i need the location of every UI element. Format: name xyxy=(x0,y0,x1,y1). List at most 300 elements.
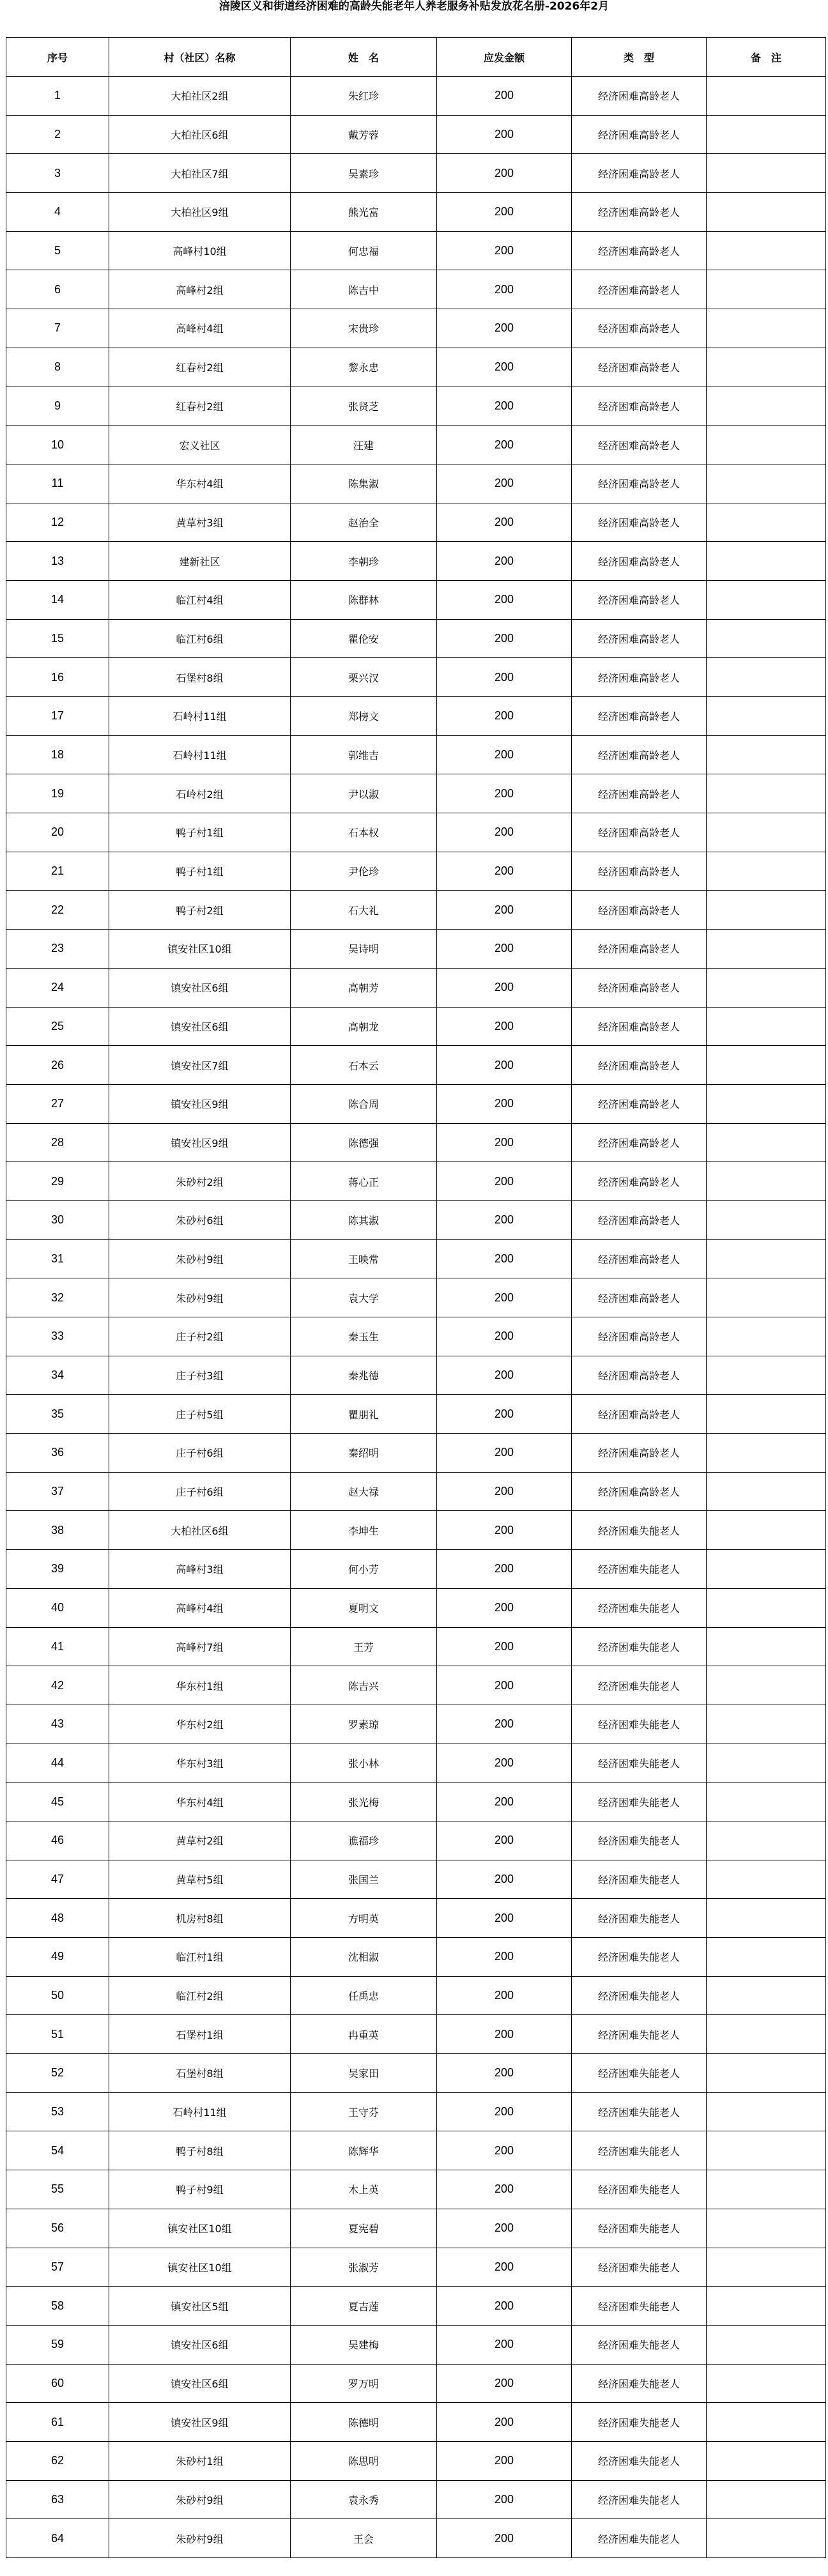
cell-note xyxy=(707,1705,826,1744)
cell-village: 石岭村11组 xyxy=(109,735,291,774)
cell-village: 朱砂村6组 xyxy=(109,1200,291,1239)
cell-index: 14 xyxy=(6,580,109,619)
cell-note xyxy=(707,2015,826,2054)
cell-index: 56 xyxy=(6,2209,109,2248)
cell-index: 35 xyxy=(6,1395,109,1434)
cell-name: 何小芳 xyxy=(291,1550,437,1589)
cell-name: 汪建 xyxy=(291,425,437,464)
cell-index: 12 xyxy=(6,503,109,542)
cell-index: 33 xyxy=(6,1317,109,1356)
table-row xyxy=(6,2209,826,2248)
header-type: 类 型 xyxy=(572,38,707,77)
cell-name: 郑榜文 xyxy=(291,697,437,736)
cell-index: 31 xyxy=(6,1239,109,1278)
cell-name: 王守芬 xyxy=(291,2092,437,2131)
table-row xyxy=(6,1395,826,1434)
cell-village: 庄子村3组 xyxy=(109,1356,291,1395)
table-row xyxy=(6,309,826,348)
cell-amount: 200 xyxy=(437,1550,572,1589)
cell-type: 经济困难高龄老人 xyxy=(572,387,707,425)
cell-name: 蒋心正 xyxy=(291,1162,437,1201)
cell-type: 经济困难失能老人 xyxy=(572,1511,707,1550)
cell-amount: 200 xyxy=(437,1472,572,1511)
cell-name: 李坤生 xyxy=(291,1511,437,1550)
cell-amount: 200 xyxy=(437,1511,572,1550)
cell-amount: 200 xyxy=(437,270,572,309)
cell-index: 51 xyxy=(6,2015,109,2054)
cell-note xyxy=(707,2441,826,2480)
cell-amount: 200 xyxy=(437,1782,572,1821)
cell-index: 16 xyxy=(6,658,109,697)
cell-village: 临江村2组 xyxy=(109,1976,291,2015)
cell-village: 庄子村6组 xyxy=(109,1434,291,1473)
cell-amount: 200 xyxy=(437,619,572,658)
cell-amount: 200 xyxy=(437,774,572,813)
cell-amount: 200 xyxy=(437,1744,572,1782)
cell-index: 25 xyxy=(6,1007,109,1046)
cell-village: 镇安社区6组 xyxy=(109,2325,291,2364)
cell-village: 石堡村1组 xyxy=(109,2015,291,2054)
table-row xyxy=(6,425,826,464)
cell-type: 经济困难高龄老人 xyxy=(572,968,707,1007)
table-row xyxy=(6,1239,826,1278)
cell-village: 镇安社区9组 xyxy=(109,1123,291,1162)
cell-index: 52 xyxy=(6,2054,109,2093)
cell-name: 夏明文 xyxy=(291,1588,437,1627)
table-row xyxy=(6,2131,826,2170)
cell-type: 经济困难高龄老人 xyxy=(572,1278,707,1317)
table-row xyxy=(6,2325,826,2364)
table-row xyxy=(6,2054,826,2093)
cell-type: 经济困难失能老人 xyxy=(572,2519,707,2558)
cell-type: 经济困难高龄老人 xyxy=(572,1395,707,1434)
header-note: 备 注 xyxy=(707,38,826,77)
cell-type: 经济困难高龄老人 xyxy=(572,309,707,348)
cell-amount: 200 xyxy=(437,2519,572,2558)
cell-name: 张光梅 xyxy=(291,1782,437,1821)
cell-index: 45 xyxy=(6,1782,109,1821)
cell-amount: 200 xyxy=(437,891,572,930)
cell-index: 59 xyxy=(6,2325,109,2364)
cell-note xyxy=(707,348,826,387)
cell-index: 43 xyxy=(6,1705,109,1744)
cell-type: 经济困难失能老人 xyxy=(572,2248,707,2287)
cell-name: 陈吉中 xyxy=(291,270,437,309)
cell-index: 13 xyxy=(6,542,109,581)
cell-type: 经济困难失能老人 xyxy=(572,1976,707,2015)
cell-village: 临江村6组 xyxy=(109,619,291,658)
cell-name: 黎永忠 xyxy=(291,348,437,387)
cell-amount: 200 xyxy=(437,813,572,852)
cell-amount: 200 xyxy=(437,2480,572,2519)
table-row xyxy=(6,154,826,193)
cell-name: 郭维吉 xyxy=(291,735,437,774)
cell-amount: 200 xyxy=(437,1007,572,1046)
cell-type: 经济困难失能老人 xyxy=(572,1899,707,1938)
cell-index: 27 xyxy=(6,1084,109,1123)
cell-index: 64 xyxy=(6,2519,109,2558)
table-row xyxy=(6,1627,826,1666)
cell-village: 石岭村11组 xyxy=(109,697,291,736)
cell-note xyxy=(707,1550,826,1589)
table-row xyxy=(6,1200,826,1239)
header-amount: 应发金额 xyxy=(437,38,572,77)
cell-type: 经济困难高龄老人 xyxy=(572,852,707,891)
cell-name: 张淑芳 xyxy=(291,2248,437,2287)
cell-index: 23 xyxy=(6,930,109,969)
cell-amount: 200 xyxy=(437,658,572,697)
cell-type: 经济困难失能老人 xyxy=(572,2364,707,2403)
cell-amount: 200 xyxy=(437,2054,572,2093)
cell-name: 陈其淑 xyxy=(291,1200,437,1239)
cell-index: 44 xyxy=(6,1744,109,1782)
cell-amount: 200 xyxy=(437,542,572,581)
cell-name: 陈合周 xyxy=(291,1084,437,1123)
cell-name: 陈德强 xyxy=(291,1123,437,1162)
cell-name: 罗素琼 xyxy=(291,1705,437,1744)
cell-index: 40 xyxy=(6,1588,109,1627)
cell-type: 经济困难失能老人 xyxy=(572,2403,707,2442)
cell-note xyxy=(707,930,826,969)
cell-amount: 200 xyxy=(437,2325,572,2364)
cell-amount: 200 xyxy=(437,1976,572,2015)
cell-amount: 200 xyxy=(437,2092,572,2131)
cell-index: 10 xyxy=(6,425,109,464)
cell-type: 经济困难失能老人 xyxy=(572,2131,707,2170)
cell-amount: 200 xyxy=(437,1666,572,1705)
cell-type: 经济困难高龄老人 xyxy=(572,1356,707,1395)
cell-index: 41 xyxy=(6,1627,109,1666)
cell-village: 庄子村6组 xyxy=(109,1472,291,1511)
table-row xyxy=(6,1976,826,2015)
cell-name: 尹伦珍 xyxy=(291,852,437,891)
cell-name: 秦绍明 xyxy=(291,1434,437,1473)
cell-type: 经济困难高龄老人 xyxy=(572,1046,707,1085)
table-row xyxy=(6,1744,826,1782)
cell-name: 秦兆德 xyxy=(291,1356,437,1395)
cell-note xyxy=(707,1938,826,1977)
table-row xyxy=(6,387,826,425)
cell-type: 经济困难高龄老人 xyxy=(572,231,707,270)
cell-amount: 200 xyxy=(437,1395,572,1434)
cell-type: 经济困难高龄老人 xyxy=(572,542,707,581)
cell-name: 石本云 xyxy=(291,1046,437,1085)
cell-name: 罗万明 xyxy=(291,2364,437,2403)
cell-name: 张贤芝 xyxy=(291,387,437,425)
cell-index: 47 xyxy=(6,1860,109,1899)
cell-note xyxy=(707,1317,826,1356)
cell-note xyxy=(707,193,826,232)
cell-name: 石本权 xyxy=(291,813,437,852)
cell-name: 方明英 xyxy=(291,1899,437,1938)
header-name: 姓 名 xyxy=(291,38,437,77)
table-row xyxy=(6,115,826,154)
cell-note xyxy=(707,2480,826,2519)
cell-amount: 200 xyxy=(437,115,572,154)
table-row xyxy=(6,270,826,309)
cell-note xyxy=(707,1666,826,1705)
cell-index: 21 xyxy=(6,852,109,891)
cell-village: 鸭子村2组 xyxy=(109,891,291,930)
table-row xyxy=(6,2441,826,2480)
cell-index: 36 xyxy=(6,1434,109,1473)
cell-index: 22 xyxy=(6,891,109,930)
cell-note xyxy=(707,2092,826,2131)
cell-note xyxy=(707,1356,826,1395)
cell-amount: 200 xyxy=(437,1123,572,1162)
cell-amount: 200 xyxy=(437,1821,572,1860)
cell-name: 陈群林 xyxy=(291,580,437,619)
cell-index: 63 xyxy=(6,2480,109,2519)
cell-type: 经济困难失能老人 xyxy=(572,2015,707,2054)
cell-name: 李朝珍 xyxy=(291,542,437,581)
cell-type: 经济困难失能老人 xyxy=(572,2092,707,2131)
cell-type: 经济困难失能老人 xyxy=(572,1705,707,1744)
table-row xyxy=(6,1588,826,1627)
cell-index: 60 xyxy=(6,2364,109,2403)
cell-name: 袁永秀 xyxy=(291,2480,437,2519)
cell-amount: 200 xyxy=(437,154,572,193)
cell-note xyxy=(707,1007,826,1046)
cell-note xyxy=(707,852,826,891)
cell-amount: 200 xyxy=(437,1434,572,1473)
table-row xyxy=(6,1123,826,1162)
cell-name: 王映常 xyxy=(291,1239,437,1278)
cell-note xyxy=(707,1627,826,1666)
cell-index: 24 xyxy=(6,968,109,1007)
cell-type: 经济困难失能老人 xyxy=(572,2209,707,2248)
table-row xyxy=(6,774,826,813)
table-row xyxy=(6,1434,826,1473)
cell-amount: 200 xyxy=(437,697,572,736)
cell-type: 经济困难高龄老人 xyxy=(572,658,707,697)
cell-index: 46 xyxy=(6,1821,109,1860)
cell-note xyxy=(707,1278,826,1317)
cell-index: 4 xyxy=(6,193,109,232)
cell-note xyxy=(707,2364,826,2403)
cell-amount: 200 xyxy=(437,1356,572,1395)
cell-note xyxy=(707,1239,826,1278)
cell-name: 张国兰 xyxy=(291,1860,437,1899)
cell-type: 经济困难高龄老人 xyxy=(572,503,707,542)
cell-note xyxy=(707,1395,826,1434)
cell-note xyxy=(707,1588,826,1627)
table-row xyxy=(6,1007,826,1046)
cell-note xyxy=(707,1200,826,1239)
cell-index: 39 xyxy=(6,1550,109,1589)
cell-index: 18 xyxy=(6,735,109,774)
table-body xyxy=(6,77,826,2558)
cell-amount: 200 xyxy=(437,968,572,1007)
cell-index: 17 xyxy=(6,697,109,736)
cell-village: 高峰村3组 xyxy=(109,1550,291,1589)
cell-note xyxy=(707,425,826,464)
cell-amount: 200 xyxy=(437,2287,572,2326)
cell-village: 鸭子村1组 xyxy=(109,813,291,852)
cell-name: 张小林 xyxy=(291,1744,437,1782)
cell-name: 何忠福 xyxy=(291,231,437,270)
cell-amount: 200 xyxy=(437,2209,572,2248)
cell-index: 29 xyxy=(6,1162,109,1201)
cell-note xyxy=(707,619,826,658)
cell-village: 镇安社区9组 xyxy=(109,2403,291,2442)
cell-village: 庄子村5组 xyxy=(109,1395,291,1434)
cell-note xyxy=(707,2287,826,2326)
cell-name: 陈吉兴 xyxy=(291,1666,437,1705)
table-row xyxy=(6,2092,826,2131)
cell-village: 镇安社区10组 xyxy=(109,2248,291,2287)
cell-type: 经济困难失能老人 xyxy=(572,2480,707,2519)
cell-village: 大柏社区7组 xyxy=(109,154,291,193)
cell-village: 高峰村10组 xyxy=(109,231,291,270)
table-row xyxy=(6,231,826,270)
cell-amount: 200 xyxy=(437,852,572,891)
cell-index: 7 xyxy=(6,309,109,348)
cell-village: 镇安社区6组 xyxy=(109,1007,291,1046)
table-row xyxy=(6,2015,826,2054)
table-row xyxy=(6,1084,826,1123)
table-row xyxy=(6,1782,826,1821)
cell-village: 临江村1组 xyxy=(109,1938,291,1977)
cell-name: 吴建梅 xyxy=(291,2325,437,2364)
cell-note xyxy=(707,891,826,930)
cell-type: 经济困难高龄老人 xyxy=(572,619,707,658)
cell-village: 镇安社区9组 xyxy=(109,1084,291,1123)
cell-type: 经济困难高龄老人 xyxy=(572,1239,707,1278)
header-index: 序号 xyxy=(6,38,109,77)
cell-note xyxy=(707,1821,826,1860)
cell-name: 宋贵珍 xyxy=(291,309,437,348)
cell-name: 朱红珍 xyxy=(291,77,437,116)
cell-note xyxy=(707,2248,826,2287)
cell-type: 经济困难失能老人 xyxy=(572,1860,707,1899)
table-row xyxy=(6,1356,826,1395)
cell-village: 朱砂村2组 xyxy=(109,1162,291,1201)
table-row xyxy=(6,2403,826,2442)
table-row xyxy=(6,542,826,581)
cell-index: 38 xyxy=(6,1511,109,1550)
cell-village: 华东村4组 xyxy=(109,1782,291,1821)
cell-village: 红春村2组 xyxy=(109,348,291,387)
cell-type: 经济困难失能老人 xyxy=(572,2170,707,2209)
cell-village: 建新社区 xyxy=(109,542,291,581)
cell-name: 吴素珍 xyxy=(291,154,437,193)
cell-name: 高朝芳 xyxy=(291,968,437,1007)
cell-village: 石岭村2组 xyxy=(109,774,291,813)
table-row xyxy=(6,968,826,1007)
cell-note xyxy=(707,154,826,193)
cell-name: 陈思明 xyxy=(291,2441,437,2480)
table-row xyxy=(6,1705,826,1744)
table-row xyxy=(6,2248,826,2287)
cell-amount: 200 xyxy=(437,309,572,348)
cell-amount: 200 xyxy=(437,2015,572,2054)
cell-note xyxy=(707,309,826,348)
cell-type: 经济困难高龄老人 xyxy=(572,193,707,232)
cell-name: 冉重英 xyxy=(291,2015,437,2054)
cell-name: 吴家田 xyxy=(291,2054,437,2093)
table-row xyxy=(6,1162,826,1201)
cell-note xyxy=(707,2054,826,2093)
cell-note xyxy=(707,1162,826,1201)
cell-amount: 200 xyxy=(437,1860,572,1899)
table-row xyxy=(6,193,826,232)
cell-type: 经济困难高龄老人 xyxy=(572,1472,707,1511)
cell-name: 陈德明 xyxy=(291,2403,437,2442)
cell-amount: 200 xyxy=(437,735,572,774)
table-row xyxy=(6,1899,826,1938)
cell-amount: 200 xyxy=(437,2403,572,2442)
cell-type: 经济困难失能老人 xyxy=(572,1782,707,1821)
cell-name: 赵治全 xyxy=(291,503,437,542)
cell-note xyxy=(707,1976,826,2015)
cell-note xyxy=(707,503,826,542)
cell-name: 木上英 xyxy=(291,2170,437,2209)
cell-village: 华东村2组 xyxy=(109,1705,291,1744)
table-row xyxy=(6,1821,826,1860)
cell-village: 大柏社区6组 xyxy=(109,1511,291,1550)
cell-name: 秦玉生 xyxy=(291,1317,437,1356)
cell-note xyxy=(707,1860,826,1899)
cell-index: 34 xyxy=(6,1356,109,1395)
cell-index: 11 xyxy=(6,464,109,503)
cell-amount: 200 xyxy=(437,1046,572,1085)
cell-village: 镇安社区6组 xyxy=(109,2364,291,2403)
table-row xyxy=(6,503,826,542)
cell-type: 经济困难高龄老人 xyxy=(572,1200,707,1239)
table-row xyxy=(6,852,826,891)
cell-index: 42 xyxy=(6,1666,109,1705)
cell-note xyxy=(707,2519,826,2558)
cell-name: 陈辉华 xyxy=(291,2131,437,2170)
cell-type: 经济困难高龄老人 xyxy=(572,1123,707,1162)
cell-note xyxy=(707,580,826,619)
cell-amount: 200 xyxy=(437,1200,572,1239)
cell-amount: 200 xyxy=(437,231,572,270)
cell-village: 朱砂村9组 xyxy=(109,1278,291,1317)
cell-note xyxy=(707,115,826,154)
cell-amount: 200 xyxy=(437,1938,572,1977)
header-row xyxy=(6,38,826,77)
cell-index: 26 xyxy=(6,1046,109,1085)
subsidy-roster-table xyxy=(6,37,826,2558)
table-header xyxy=(6,38,826,77)
cell-village: 庄子村2组 xyxy=(109,1317,291,1356)
cell-name: 瞿朋礼 xyxy=(291,1395,437,1434)
cell-index: 28 xyxy=(6,1123,109,1162)
table-row xyxy=(6,1472,826,1511)
cell-type: 经济困难失能老人 xyxy=(572,1938,707,1977)
cell-note xyxy=(707,968,826,1007)
cell-note xyxy=(707,464,826,503)
document-title: 涪陵区义和街道经济困难的高龄失能老年人养老服务补贴发放花名册-2026年2月 xyxy=(218,0,610,13)
cell-type: 经济困难高龄老人 xyxy=(572,270,707,309)
cell-name: 夏宪碧 xyxy=(291,2209,437,2248)
cell-note xyxy=(707,2325,826,2364)
cell-amount: 200 xyxy=(437,503,572,542)
cell-village: 大柏社区9组 xyxy=(109,193,291,232)
cell-note xyxy=(707,813,826,852)
cell-note xyxy=(707,2209,826,2248)
cell-name: 陈集淑 xyxy=(291,464,437,503)
cell-index: 62 xyxy=(6,2441,109,2480)
table-row xyxy=(6,77,826,116)
cell-name: 高朝龙 xyxy=(291,1007,437,1046)
cell-index: 30 xyxy=(6,1200,109,1239)
cell-village: 朱砂村9组 xyxy=(109,1239,291,1278)
cell-type: 经济困难失能老人 xyxy=(572,2441,707,2480)
cell-amount: 200 xyxy=(437,2441,572,2480)
